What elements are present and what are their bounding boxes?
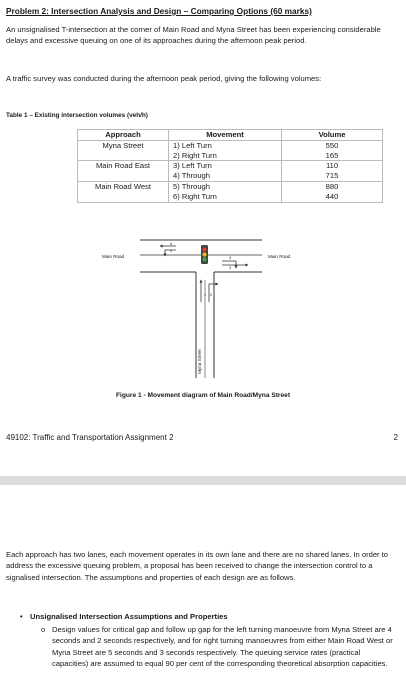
page-break-band xyxy=(0,476,406,485)
volume-cell: 880 440 xyxy=(282,181,383,202)
movement-label-2: 2 xyxy=(210,292,213,297)
table-row xyxy=(78,140,383,161)
figure-caption: Figure 1 - Movement diagram of Main Road/Myna Street xyxy=(115,392,291,399)
signal-amber-light xyxy=(202,252,206,256)
intro-paragraph: An unsignalised T-intersection at the corner of Main Road and Myna Street has been experiencing considerable delays and excessive queuing on one of its approaches during the afternoon peak period. xyxy=(6,25,381,46)
approach-cell: Main Road West xyxy=(78,181,169,202)
movement-label-1: 1 xyxy=(204,292,207,297)
movement-label-3: 3 xyxy=(229,265,232,270)
bullet-heading-text: Unsignalised Intersection Assumptions and Properties xyxy=(30,612,228,621)
bullet-dot-icon: • xyxy=(20,612,23,621)
lanes-paragraph: Each approach has two lanes, each movement operates in its own lane and there are no shared lanes. In order to address the excessive queuing problem, a proposal has been received to change the intersection control to a signalised intersection. The assumptions and properties of each design are as follows. xyxy=(6,550,389,582)
movement-diagram xyxy=(0,232,406,382)
volume-header: Volume xyxy=(282,130,383,141)
approach-cell: Myna Street xyxy=(78,140,169,161)
movement-cell: 5) Through 6) Right Turn xyxy=(169,181,282,202)
movement-label-6: 6 xyxy=(170,241,173,246)
footer-course-title: 49102: Traffic and Transportation Assignment 2 xyxy=(6,433,174,442)
volume-cell: 110 715 xyxy=(282,161,383,182)
myna-street-label: Myna Street xyxy=(197,349,202,374)
intersection-diagram-svg xyxy=(0,232,406,382)
table-row xyxy=(78,161,383,182)
table-row xyxy=(78,181,383,202)
movement-cell: 1) Left Turn 2) Right Turn xyxy=(169,140,282,161)
approach-cell: Main Road East xyxy=(78,161,169,182)
sub-bullet-circle-icon: o xyxy=(41,625,46,634)
approach-header: Approach xyxy=(78,130,169,141)
signal-red-light xyxy=(202,247,206,251)
footer-page-number: 2 xyxy=(393,433,398,442)
bullet-heading xyxy=(20,612,228,621)
survey-paragraph: A traffic survey was conducted during the afternoon peak period, giving the following volumes: xyxy=(6,74,322,83)
movement-label-4: 4 xyxy=(229,255,232,260)
table-caption: Table 1 – Existing intersection volumes (veh/h) xyxy=(6,112,148,119)
problem-title: Problem 2: Intersection Analysis and Design – Comparing Options (60 marks) xyxy=(6,6,312,16)
movement-header: Movement xyxy=(169,130,282,141)
movement-label-5: 5 xyxy=(170,248,173,253)
volume-cell: 550 165 xyxy=(282,140,383,161)
volume-table xyxy=(77,129,383,203)
traffic-signal-icon xyxy=(201,245,208,264)
main-road-left-label: Main Road xyxy=(102,254,125,259)
sub-bullet-text: Design values for critical gap and follow up gap for the left turning manoeuvre from Myna Street are 4 seconds and 2 seconds respectively, and for right turning manoeuvres from either Main Road West or Myna Street are 5 seconds and 3 seconds respectively. The queuing service rates (practical capacities) are assumed to equal 90 per cent of the corresponding theoretical absorption capacities. xyxy=(52,625,393,669)
signal-green-light xyxy=(202,257,206,261)
main-road-right-label: Main Road xyxy=(268,254,291,259)
movement-cell: 3) Left Turn 4) Through xyxy=(169,161,282,182)
